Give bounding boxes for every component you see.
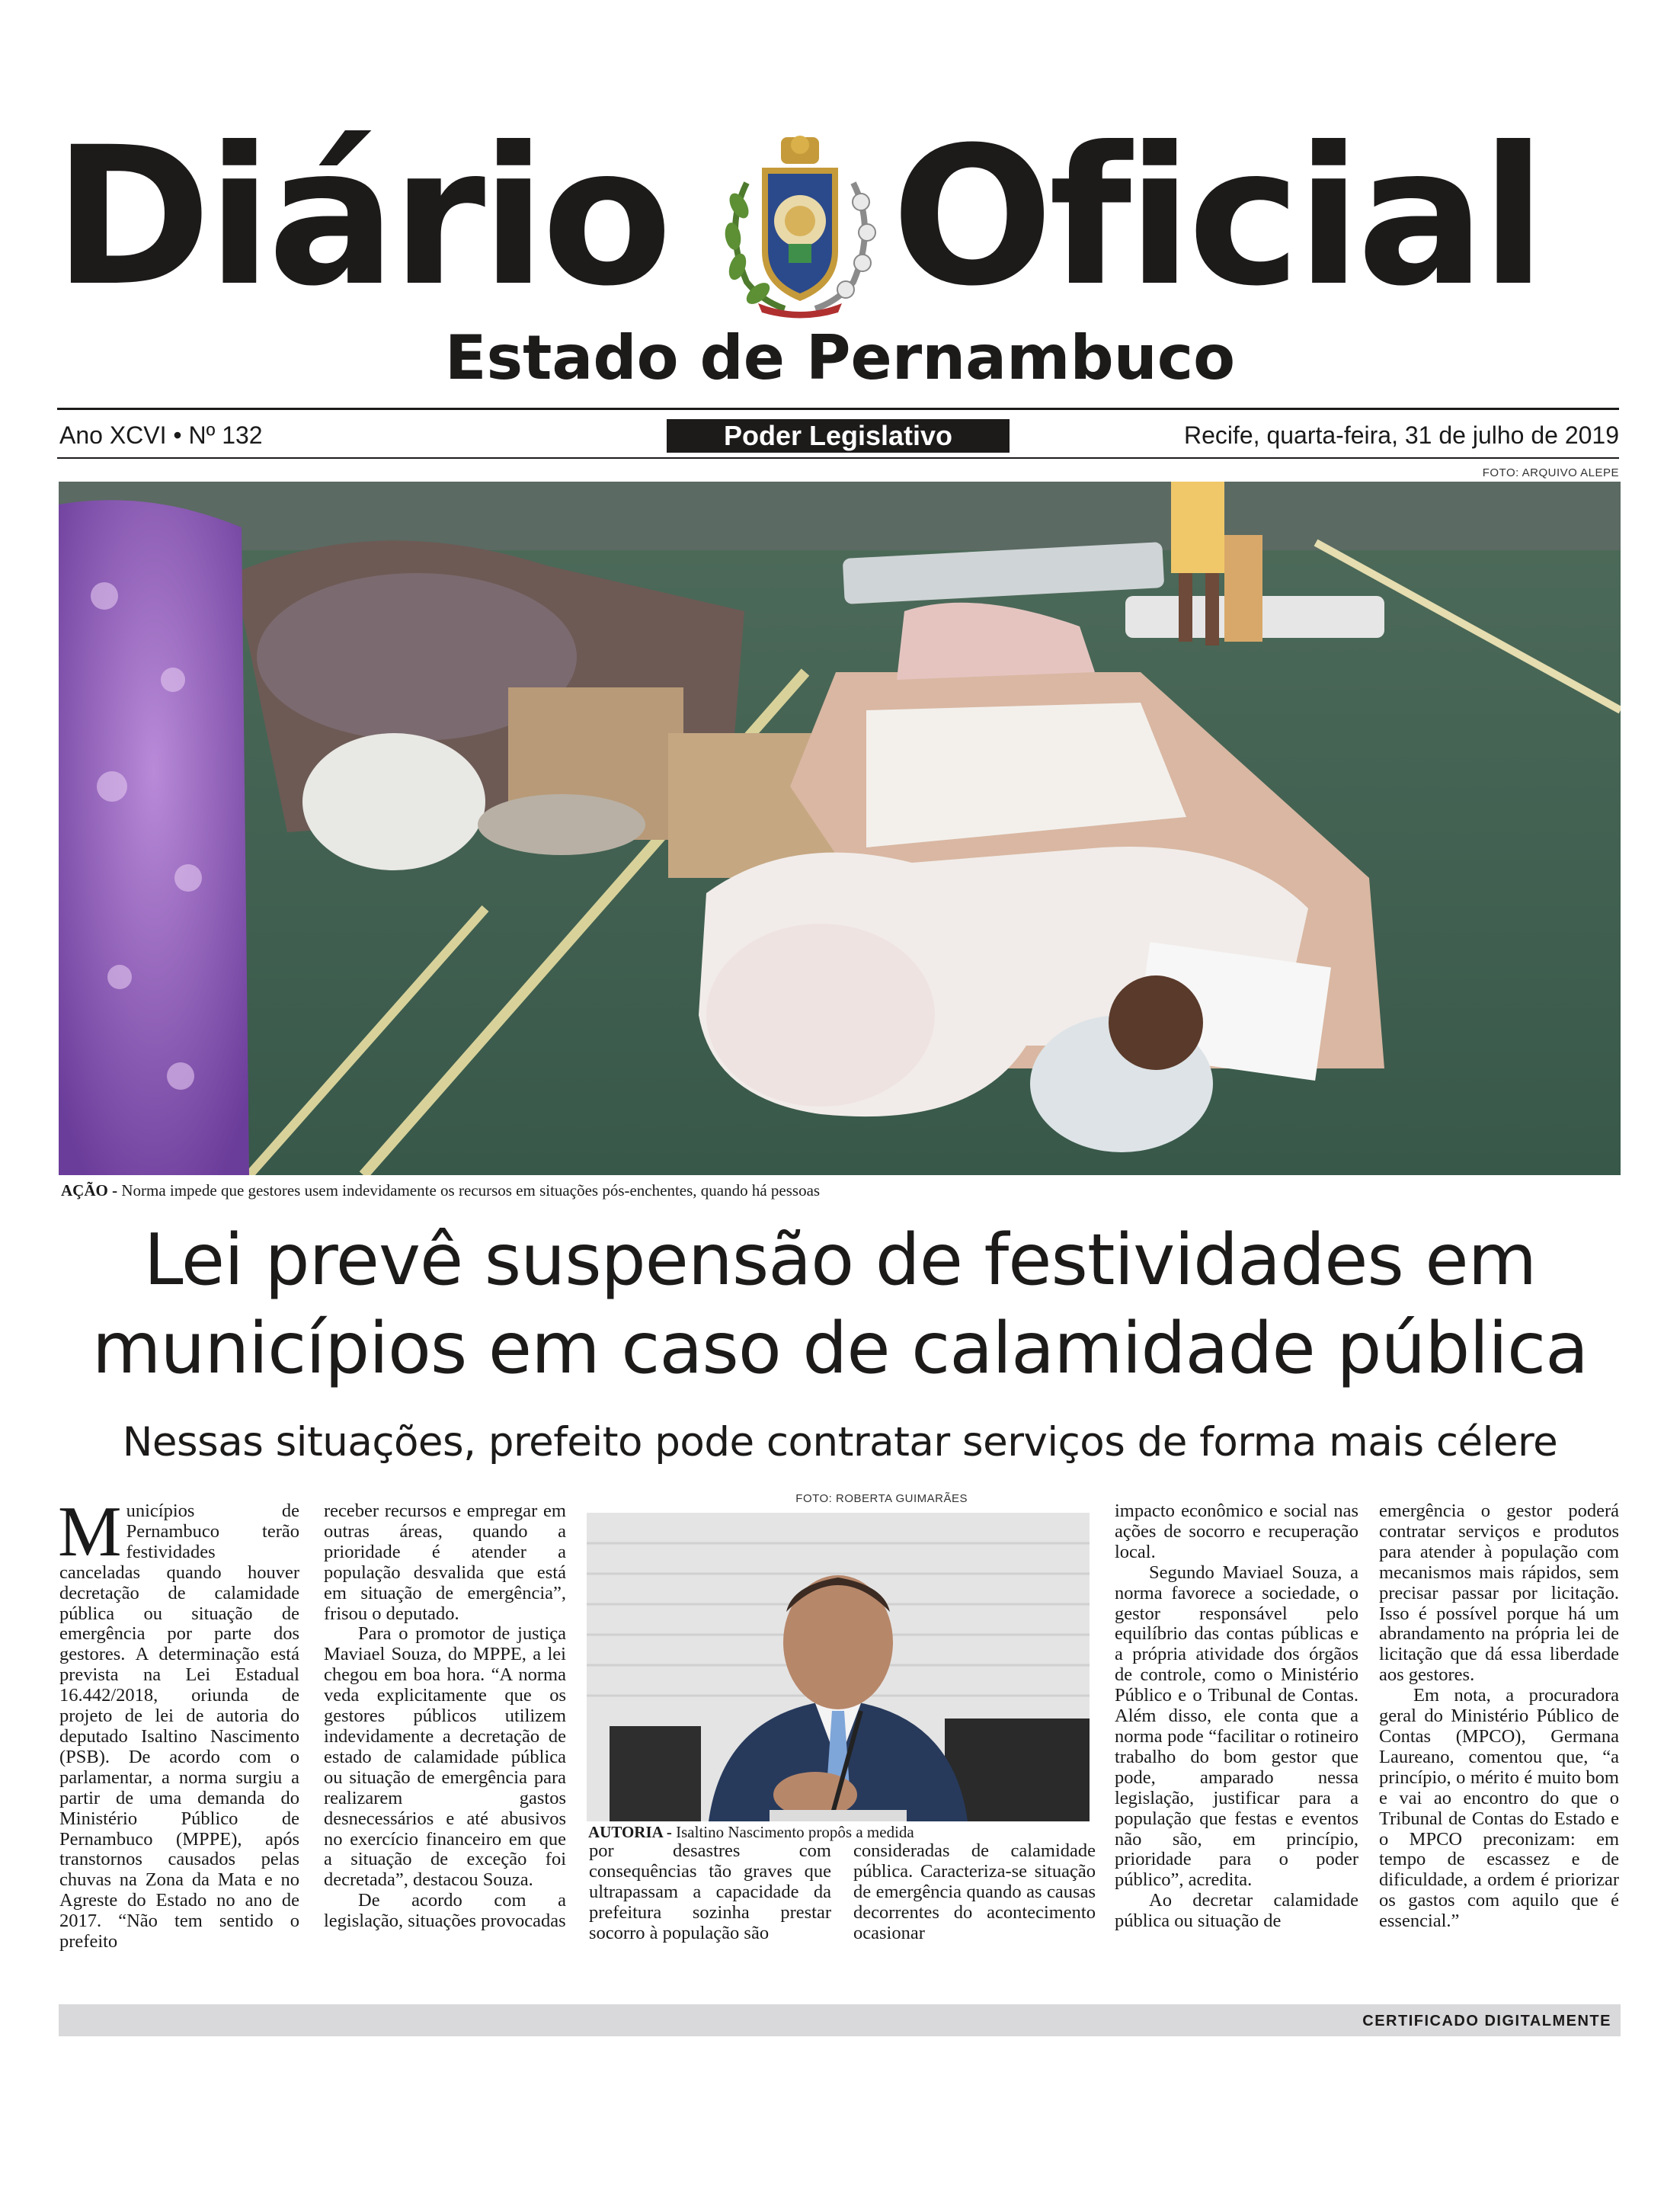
headline-line-2: municípios em caso de calamidade pública [91,1307,1589,1389]
article-headline [0,1216,1680,1392]
article-column-6 [1379,1501,1619,1932]
article-column-2 [324,1501,566,1932]
main-photo-shelter [59,482,1621,1175]
side-caption-text: Isaltino Nascimento propôs a medida [676,1823,914,1841]
main-caption-text: Norma impede que gestores usem indevidamente os recursos em situações pós-enchentes, quando há pessoas [121,1181,821,1200]
drop-cap: M [58,1492,122,1571]
article-paragraph: por desastres com consequências tão graves que ultrapassam a capacidade da prefeitura sozinha prestar socorro à população são [589,1840,831,1943]
article-paragraph: Segundo Maviael Souza, a norma favorece a sociedade, o gestor responsável pelo equilíbrio das contas públicas e a própria atividade dos órgãos de controle, como o Ministério Público e o Tribunal de Contas. Além disso, ele conta que a norma pode “facilitar o rotineiro trabalho do bom gestor que pode, amparado nessa legislação, justificar para a população que festas e eventos não são, em princípio, prioridade para o poder público”, acredita. [1115,1562,1358,1891]
side-photo-credit: FOTO: ROBERTA GUIMARÃES [795,1492,968,1505]
article-paragraph: Municípios de Pernambuco terão festividades canceladas quando houver decretação de calamidade pública ou situação de emergência por parte dos gestores. A determinação está prevista na Lei Estadual 16.442/2018, oriunda de projeto de lei de autoria do deputado Isaltino Nascimento (PSB). De acordo com o parlamentar, a norma surgiu a partir de uma demanda do Ministério Público de Pernambuco (MPPE), após transtornos causados pelas chuvas na Zona da Mata e no Agreste do Estado no ano de 2017. “Não tem sentido o prefeito [58,1492,299,1952]
side-photo-caption [588,1823,914,1842]
main-photo-caption [61,1181,820,1200]
article-paragraph: Ao decretar calamidade pública ou situação de [1115,1890,1358,1932]
headline-line-1: Lei prevê suspensão de festividades em [143,1219,1537,1301]
article-subhead: Nessas situações, prefeito pode contratar serviços de forma mais célere [122,1419,1558,1465]
masthead-title-right: Oficial [891,106,1542,328]
article-column-4 [853,1841,1096,1944]
article-column-3 [589,1841,831,1944]
article-paragraph: receber recursos e empregar em outras áreas, quando a prioridade é atender a população desvalida que está em situação de emergência”, frisou o deputado. [324,1501,566,1624]
side-photo-deputy [587,1513,1090,1821]
article-paragraph: consideradas de calamidade pública. Caracteriza-se situação de emergência quando as causas decorrentes do acontecimento ocasionar [853,1840,1096,1943]
masthead-rule-top [57,408,1619,410]
article-paragraph: Para o promotor de justiça Maviael Souza, do MPPE, a lei chegou em boa hora. “A norma veda explicitamente que os gestores públicos utilizem indevidamente a decretação de estado de calamidade pública ou situação de emergência para realizarem gastos desnecessários e até abusivos no exercício financeiro em que a situação de exceção foi decretada”, destacou Souza. [324,1623,566,1891]
article-column-1 [58,1492,299,1952]
dateline: Recife, quarta-feira, 31 de julho de 2019 [1183,421,1619,449]
masthead-title-left: Diário [53,106,668,328]
main-photo-credit: FOTO: ARQUIVO ALEPE [1482,466,1619,479]
state-coat-of-arms-icon [716,130,884,320]
article-paragraph: impacto econômico e social nas ações de socorro e recuperação local. [1115,1501,1358,1562]
masthead-subtitle: Estado de Pernambuco [444,322,1236,393]
main-caption-label: AÇÃO - [61,1181,118,1200]
article-paragraph: Em nota, a procuradora geral do Ministério Público de Contas (MPCO), Germana Laureano, comentou que, “a princípio, o mérito é muito bom e vai ao encontro do que o Tribunal de Contas do Estado e o MPCO preconizam: em tempo de escassez e de dificuldade, a ordem é priorizar os gastos com aquilo que é essencial.” [1379,1685,1619,1932]
digital-certificate-label: CERTIFICADO DIGITALMENTE [1362,2013,1611,2029]
masthead-rule-bottom [57,457,1619,459]
article-paragraph: De acordo com a legislação, situações provocadas [324,1890,566,1932]
edition-number: Ano XCVI • Nº 132 [59,421,263,449]
article-paragraph: emergência o gestor poderá contratar serviços e produtos para atender à população com mecanismos mais rápidos, sem precisar passar por licitação. Isso é possível porque há um abrandamento na própria lei de licitação que dá essa liberdade aos gestores. [1379,1501,1619,1686]
side-caption-label: AUTORIA - [588,1823,672,1841]
article-column-5 [1115,1501,1358,1932]
section-badge: Poder Legislativo [667,419,1010,453]
